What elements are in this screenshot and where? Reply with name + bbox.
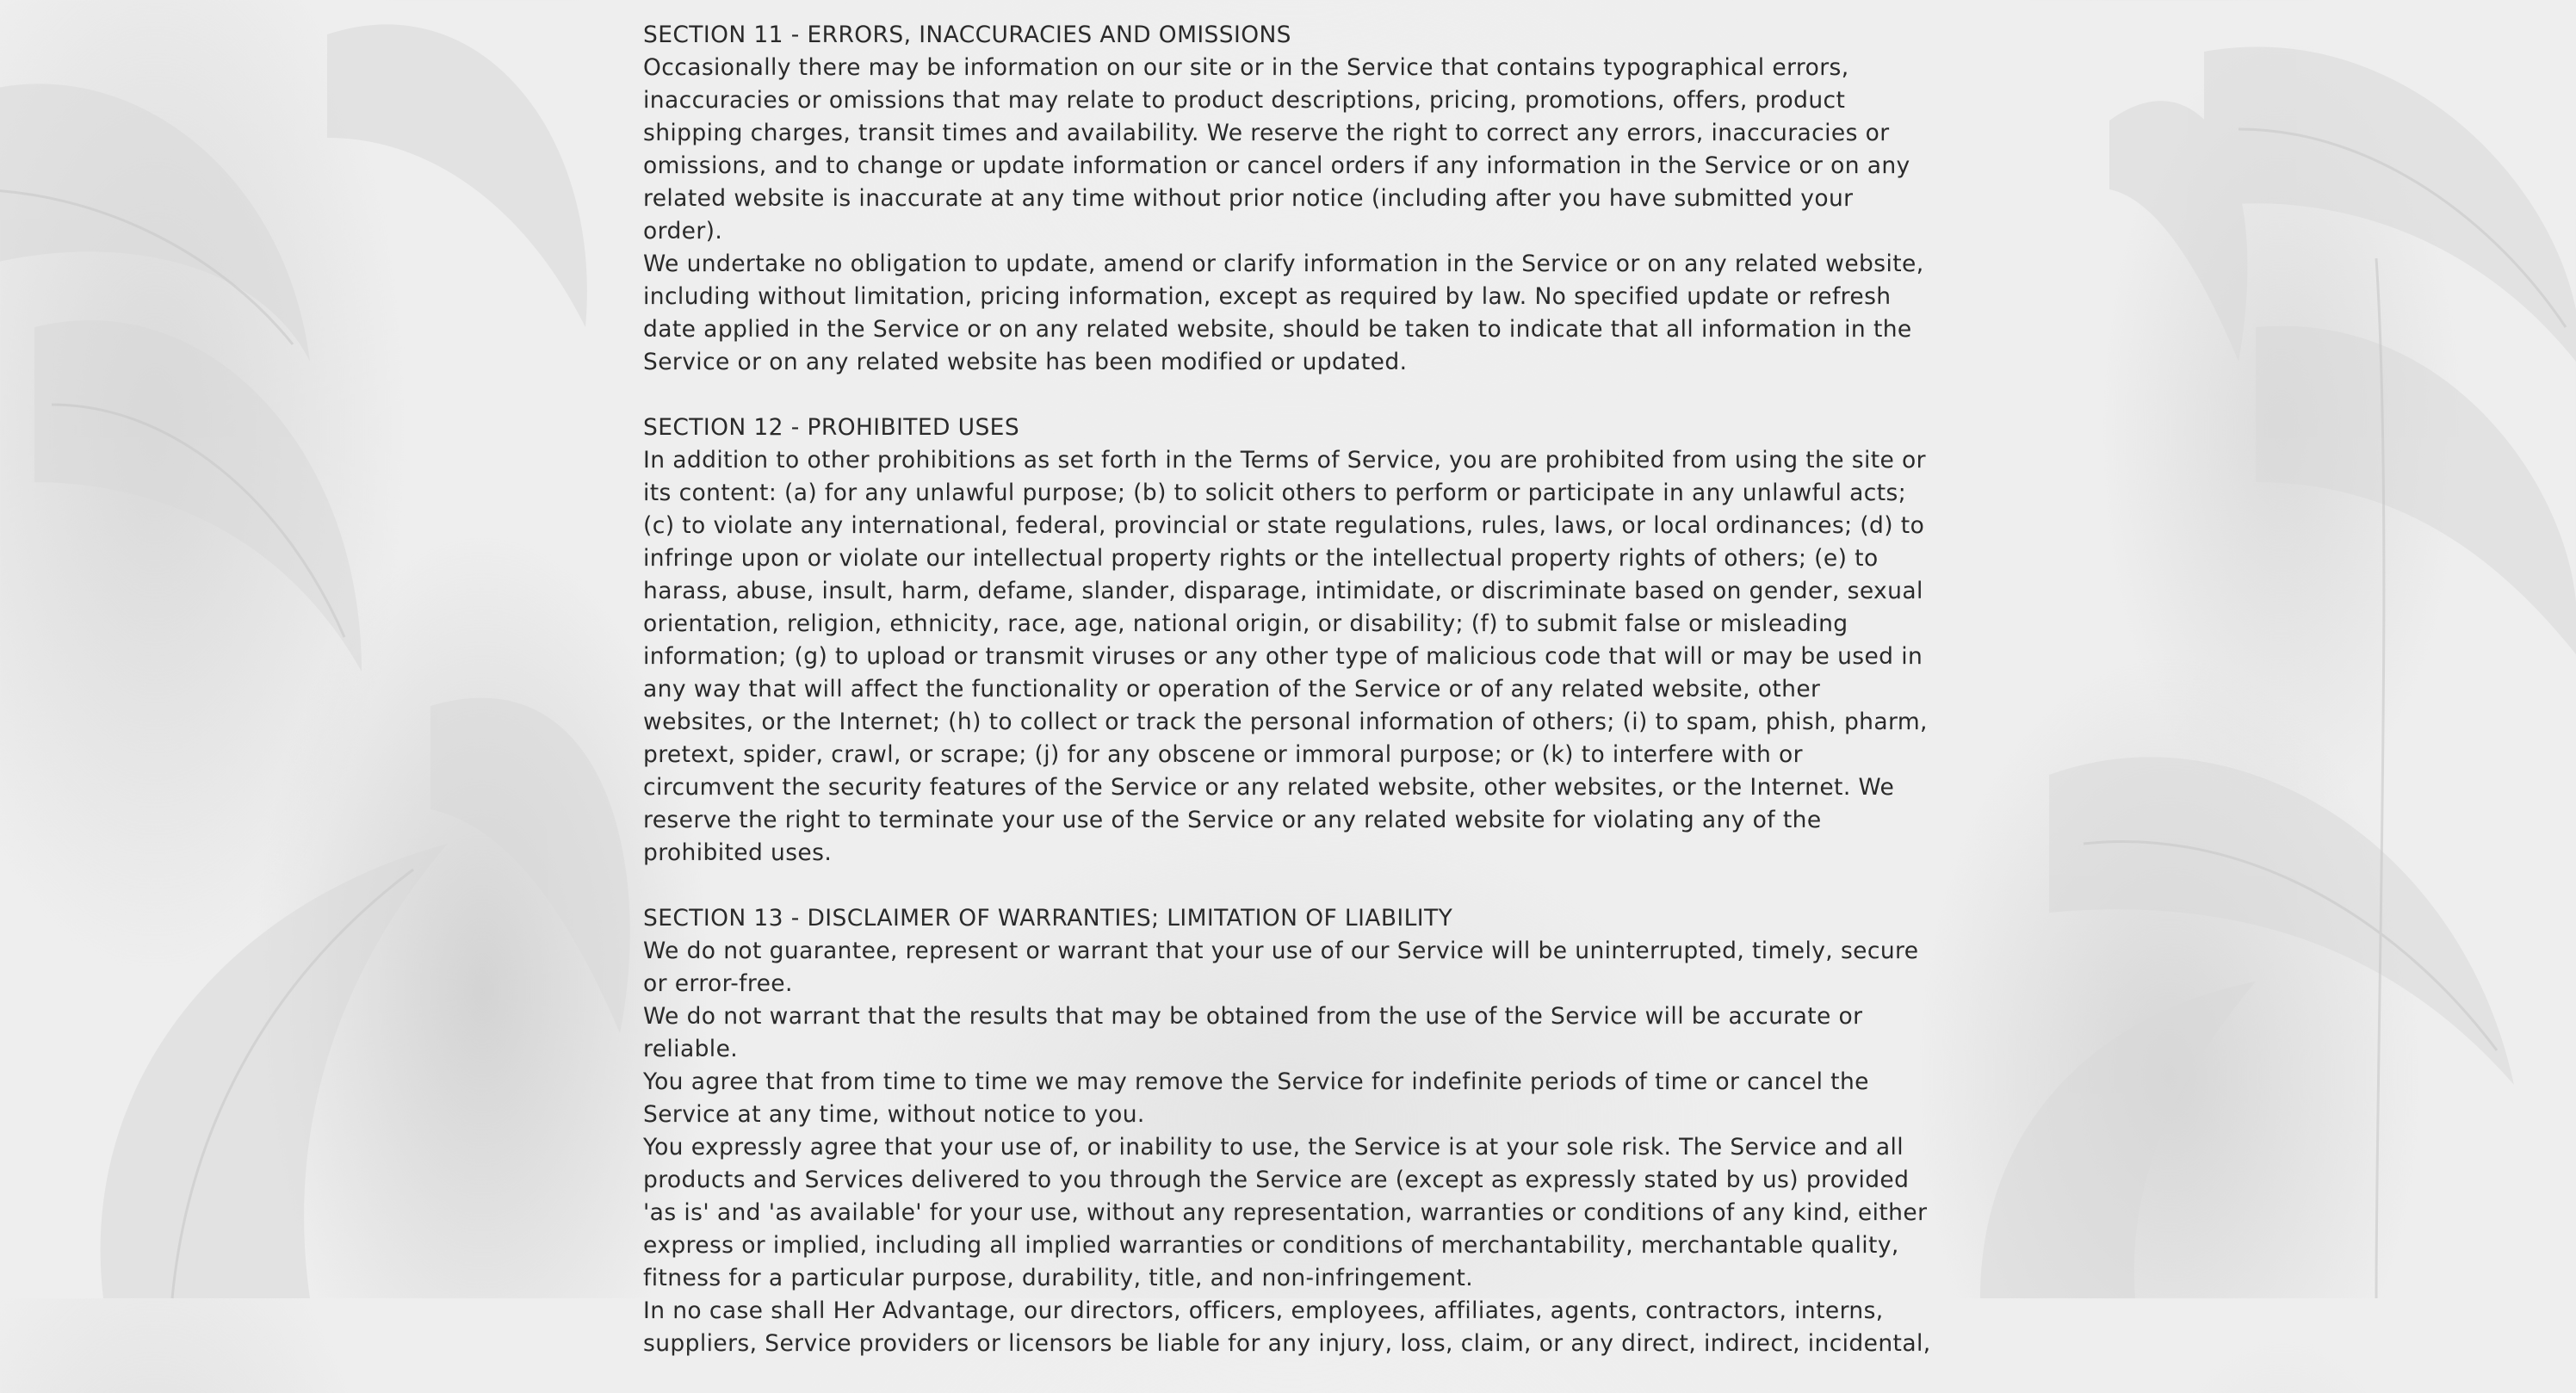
section-12-paragraph: In addition to other prohibitions as set forth in the Terms of Service, you are prohibited from using the site or its content: (a) for any unlawful purpose; (b) to solicit others to perform or participate in any unlawful acts; (c) to violate any international, federal, provincial or state regulations, rules, laws, or local ordinances; (d) to infringe upon or violate our intellectual property rights or the intellectual property rights of others; (e) to harass, abuse, insult, harm, defame, slander, disparage, intimidate, or discriminate based on gender, sexual orientation, religion, ethnicity, race, age, national origin, or disability; (f) to submit false or misleading information; (g) to upload or transmit viruses or any other type of malicious code that will or may be used in any way that will affect the functionality or operation of the Service or of any related website, other websites, or the Internet; (h) to collect or track the personal information of others; (i) to spam, phish, pharm, pretext, spider, crawl, or scrape; (j) for any obscene or immoral purpose; or (k) to interfere with or circumvent the security features of the Service or any related website, other websites, or the Internet. We reserve the right to terminate your use of the Service or any related website for violating any of the prohibited uses. [643, 447, 1928, 866]
section-13 [643, 902, 1935, 1360]
section-13-paragraph: You agree that from time to time we may remove the Service for indefinite periods of time or cancel the Service at any time, without notice to you. [643, 1068, 1869, 1128]
section-13-title: SECTION 13 - DISCLAIMER OF WARRANTIES; LIMITATION OF LIABILITY [643, 905, 1453, 932]
terms-of-service-text [643, 19, 1935, 1393]
section-13-paragraph: You expressly agree that your use of, or inability to use, the Service is at your sole risk. The Service and all products and Services delivered to you through the Service are (except as expressly stated by us) provided 'as is' and 'as available' for your use, without any representation, warranties or conditions of any kind, either express or implied, including all implied warranties or conditions of merchantability, merchantable quality, fitness for a particular purpose, durability, title, and non-infringement. [643, 1134, 1928, 1291]
section-13-paragraph: We do not warrant that the results that may be obtained from the use of the Service will be accurate or reliable. [643, 1003, 1863, 1062]
section-12-title: SECTION 12 - PROHIBITED USES [643, 414, 1020, 441]
section-13-paragraph: In no case shall Her Advantage, our directors, officers, employees, affiliates, agents, contractors, interns, suppliers, Service providers or licensors be liable for any injury, loss, claim, or any direct, indirect, incidental, [643, 1297, 1931, 1357]
section-11 [643, 19, 1935, 379]
section-11-paragraph: We undertake no obligation to update, amend or clarify information in the Service or on any related website, including without limitation, pricing information, except as required by law. No specified update or refresh date applied in the Service or on any related website, should be taken to indicate that all information in the Service or on any related website has been modified or updated. [643, 251, 1924, 375]
section-11-paragraph: Occasionally there may be information on our site or in the Service that contains typographical errors, inaccuracies or omissions that may relate to product descriptions, pricing, promotions, offers, product shipping charges, transit times and availability. We reserve the right to correct any errors, inaccuracies or omissions, and to change or update information or cancel orders if any information in the Service or on any related website is inaccurate at any time without prior notice (including after you have submitted your order). [643, 54, 1910, 245]
section-12 [643, 412, 1935, 870]
section-11-title: SECTION 11 - ERRORS, INACCURACIES AND OMISSIONS [643, 22, 1291, 48]
section-13-paragraph: We do not guarantee, represent or warrant that your use of our Service will be uninterrupted, timely, secure or error-free. [643, 938, 1919, 997]
